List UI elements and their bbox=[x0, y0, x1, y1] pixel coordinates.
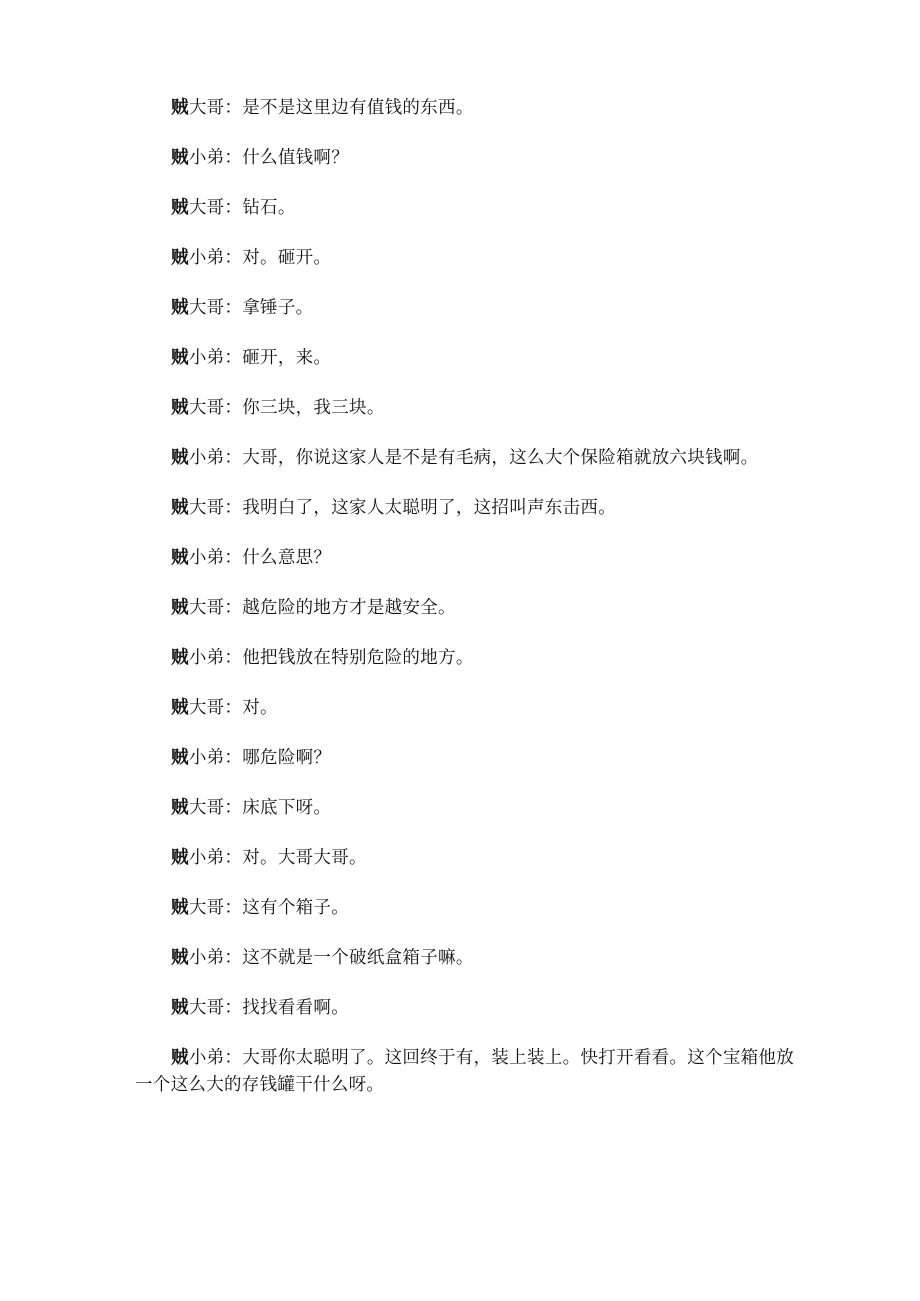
line-text: 砸开，来。 bbox=[242, 348, 332, 368]
line-text: 哪危险啊？ bbox=[242, 748, 332, 768]
speaker-name: 大哥： bbox=[188, 798, 243, 818]
speaker-first-char: 贼 bbox=[171, 748, 189, 768]
speaker-name: 大哥： bbox=[188, 498, 243, 518]
line-text: 大哥，你说这家人是不是有毛病，这么大个保险箱就放六块钱啊。 bbox=[242, 448, 759, 468]
dialogue-line bbox=[135, 1045, 795, 1099]
dialogue-line bbox=[135, 447, 795, 469]
speaker-name: 小弟： bbox=[188, 548, 243, 568]
line-text: 什么值钱啊？ bbox=[242, 148, 350, 168]
line-text: 拿锤子。 bbox=[242, 298, 314, 318]
dialogue-script bbox=[135, 97, 795, 1127]
speaker-name: 大哥： bbox=[188, 198, 243, 218]
dialogue-line bbox=[135, 547, 795, 569]
speaker-name: 小弟： bbox=[188, 448, 243, 468]
line-text: 找找看看啊。 bbox=[242, 998, 350, 1018]
speaker-name: 小弟： bbox=[188, 748, 243, 768]
speaker-first-char: 贼 bbox=[171, 248, 189, 268]
speaker-name: 大哥： bbox=[188, 398, 243, 418]
speaker-first-char: 贼 bbox=[171, 898, 189, 918]
dialogue-line bbox=[135, 97, 795, 119]
speaker-first-char: 贼 bbox=[171, 1048, 189, 1068]
dialogue-line bbox=[135, 797, 795, 819]
speaker-name: 大哥： bbox=[188, 998, 243, 1018]
line-text: 你三块，我三块。 bbox=[242, 398, 385, 418]
speaker-first-char: 贼 bbox=[171, 348, 189, 368]
line-text: 大哥你太聪明了。这回终于有，装上装上。快打开看看。这个宝箱他放一个这么大的存钱罐干什么呀。 bbox=[135, 1048, 795, 1095]
speaker-first-char: 贼 bbox=[171, 648, 189, 668]
speaker-first-char: 贼 bbox=[171, 398, 189, 418]
line-text: 他把钱放在特别危险的地方。 bbox=[242, 648, 474, 668]
speaker-name: 小弟： bbox=[188, 1048, 243, 1068]
speaker-name: 大哥： bbox=[188, 98, 243, 118]
dialogue-line bbox=[135, 347, 795, 369]
line-text: 什么意思？ bbox=[242, 548, 332, 568]
speaker-name: 小弟： bbox=[188, 648, 243, 668]
speaker-first-char: 贼 bbox=[171, 98, 189, 118]
speaker-first-char: 贼 bbox=[171, 298, 189, 318]
speaker-name: 小弟： bbox=[188, 848, 243, 868]
dialogue-line bbox=[135, 947, 795, 969]
dialogue-line bbox=[135, 597, 795, 619]
speaker-name: 大哥： bbox=[188, 698, 243, 718]
line-text: 对。砸开。 bbox=[242, 248, 332, 268]
speaker-first-char: 贼 bbox=[171, 498, 189, 518]
line-text: 这有个箱子。 bbox=[242, 898, 350, 918]
dialogue-line bbox=[135, 297, 795, 319]
speaker-first-char: 贼 bbox=[171, 598, 189, 618]
dialogue-line bbox=[135, 247, 795, 269]
speaker-first-char: 贼 bbox=[171, 448, 189, 468]
line-text: 越危险的地方才是越安全。 bbox=[242, 598, 456, 618]
dialogue-line bbox=[135, 747, 795, 769]
line-text: 我明白了，这家人太聪明了，这招叫声东击西。 bbox=[242, 498, 617, 518]
dialogue-line bbox=[135, 697, 795, 719]
speaker-first-char: 贼 bbox=[171, 948, 189, 968]
line-text: 对。 bbox=[242, 698, 278, 718]
line-text: 钻石。 bbox=[242, 198, 296, 218]
speaker-first-char: 贼 bbox=[171, 998, 189, 1018]
speaker-name: 大哥： bbox=[188, 898, 243, 918]
line-text: 是不是这里边有值钱的东西。 bbox=[242, 98, 474, 118]
dialogue-line bbox=[135, 847, 795, 869]
dialogue-line bbox=[135, 147, 795, 169]
dialogue-line bbox=[135, 497, 795, 519]
dialogue-line bbox=[135, 397, 795, 419]
speaker-first-char: 贼 bbox=[171, 698, 189, 718]
speaker-first-char: 贼 bbox=[171, 198, 189, 218]
speaker-first-char: 贼 bbox=[171, 848, 189, 868]
speaker-first-char: 贼 bbox=[171, 548, 189, 568]
line-text: 床底下呀。 bbox=[242, 798, 332, 818]
dialogue-line bbox=[135, 997, 795, 1019]
speaker-first-char: 贼 bbox=[171, 798, 189, 818]
line-text: 这不就是一个破纸盒箱子嘛。 bbox=[242, 948, 474, 968]
speaker-name: 大哥： bbox=[188, 598, 243, 618]
line-text: 对。大哥大哥。 bbox=[242, 848, 367, 868]
dialogue-line bbox=[135, 197, 795, 219]
speaker-name: 小弟： bbox=[188, 948, 243, 968]
dialogue-line bbox=[135, 647, 795, 669]
speaker-name: 小弟： bbox=[188, 248, 243, 268]
speaker-name: 小弟： bbox=[188, 348, 243, 368]
speaker-first-char: 贼 bbox=[171, 148, 189, 168]
speaker-name: 大哥： bbox=[188, 298, 243, 318]
dialogue-line bbox=[135, 897, 795, 919]
speaker-name: 小弟： bbox=[188, 148, 243, 168]
